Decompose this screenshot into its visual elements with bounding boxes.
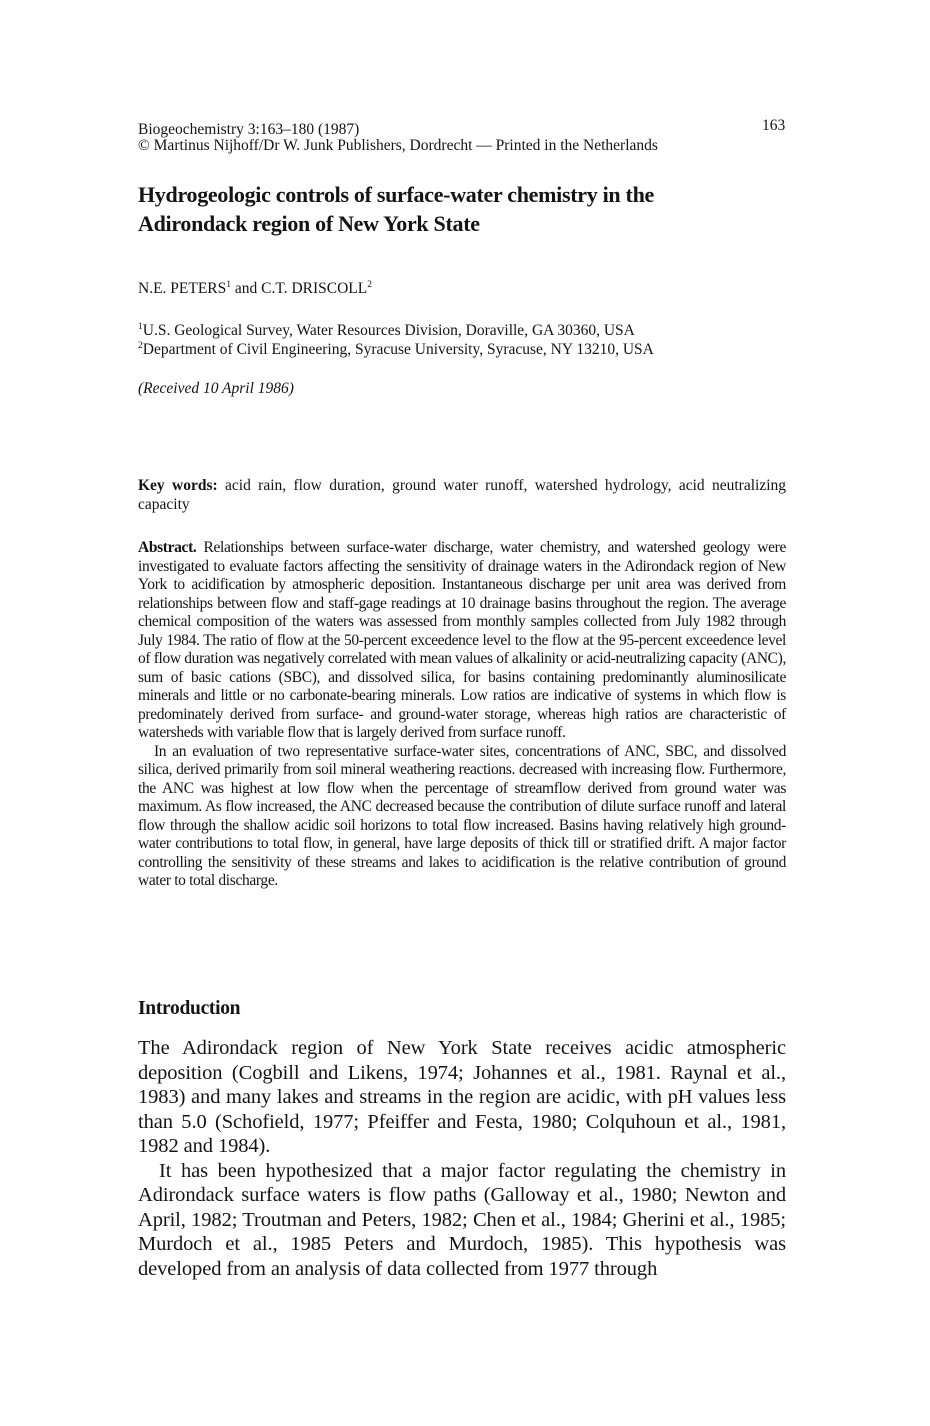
affiliation-1-mark: 1 [138, 322, 143, 332]
running-header [138, 122, 788, 154]
abstract-paragraph-2: In an evaluation of two representative surface-water sites, concentrations of ANC, SBC, and dissolved silica, derived primarily from soil mineral weathering reactions. decreased with increasing flow. Furthermore, the ANC was highest at low flow when the percentage of streamflow derived from ground water was maximum. As flow increased, the ANC decreased because the contribution of dilute surface runoff and lateral flow through the shallow acidic soil horizons to total flow increased. Basins having relatively high ground-water contributions to total flow, in general, have large deposits of thick till or stratified drift. A major factor controlling the sensitivity of these streams and lakes to acidification is the relative contribution of ground water to total discharge. [138, 742, 786, 889]
affiliation-1-text: U.S. Geological Survey, Water Resources Division, Doraville, GA 30360, USA [142, 322, 635, 339]
keywords-text: acid rain, flow duration, ground water runoff, watershed hydrology, acid neutralizing capacity [138, 477, 787, 513]
introduction-paragraph-1: The Adirondack region of New York State receives acidic atmospheric deposition (Cogbill and Likens, 1974; Johannes et al., 1981. Raynal et al., 1983) and many lakes and streams in the region are acidic, with pH values less than 5.0 (Schofield, 1977; Pfeiffer and Festa, 1980; Colquhoun et al., 1981, 1982 and 1984). [138, 1037, 786, 1157]
author-list [138, 280, 372, 298]
publisher-line: © Martinus Nijhoff/Dr W. Junk Publishers, Dordrecht — Printed in the Netherlands [138, 137, 658, 154]
abstract-paragraph-1 [138, 539, 786, 743]
introduction-heading: Introduction [138, 998, 241, 1019]
received-date: (Received 10 April 1986) [138, 380, 294, 397]
affiliation-2-mark: 2 [138, 341, 143, 351]
title-line-1: Hydrogeologic controls of surface-water chemistry in the [138, 182, 654, 207]
affiliation-2 [138, 340, 654, 359]
author-peters-affiliation-mark: 1 [226, 280, 232, 290]
introduction-paragraph-2: It has been hypothesized that a major factor regulating the chemistry in Adirondack surface waters is flow paths (Galloway et al., 1980; Newton and April, 1982; Troutman and Peters, 1982; Chen et al., 1984; Gherini et al., 1985; Murdoch et al., 1985 Peters and Murdoch, 1985). This hypothesis was developed from an analysis of data collected from 1977 through [138, 1159, 786, 1280]
abstract-label: Abstract. [138, 539, 197, 556]
abstract-block [138, 539, 786, 891]
page-number: 163 [762, 117, 786, 134]
author-conjunction: and [231, 280, 262, 297]
title-line-2: Adirondack region of New York State [138, 211, 480, 236]
keywords-label: Key words: [138, 477, 218, 494]
affiliations [138, 321, 654, 359]
introduction-body [138, 1036, 786, 1281]
abstract-paragraph-1-text: Relationships between surface-water discharge, water chemistry, and watershed geology were investigated to evaluate factors affecting the sensitivity of drainage waters in the Adirondack region of New York to acidification by atmospheric deposition. Instantaneous discharge per unit area was derived from relationships between flow and staff-gage readings at 10 drainage basins throughout the region. The average chemical composition of the waters was assessed from monthly samples collected from July 1982 through July 1984. The ratio of flow at the 50-percent exceedence level to the flow at the 95-percent exceedence level of flow duration was negatively correlated with mean values of alkalinity or acid-neutralizing capacity (ANC), sum of basic cations (SBC), and dissolved silica, for basins containing predominantly aluminosilicate minerals and little or no carbonate-bearing minerals. Low ratios are indicative of systems in which flow is predominately derived from surface- and ground-water storage, whereas high ratios are characteristic of watersheds with variable flow that is largely derived from surface runoff. [138, 539, 786, 741]
affiliation-2-text: Department of Civil Engineering, Syracuse University, Syracuse, NY 13210, USA [142, 341, 654, 358]
author-driscoll-affiliation-mark: 2 [367, 280, 372, 290]
journal-citation: Biogeochemistry 3:163–180 (1987) [138, 121, 360, 138]
article-title [138, 180, 788, 238]
affiliation-1 [138, 321, 654, 340]
author-driscoll: C.T. DRISCOLL [261, 280, 368, 297]
author-peters: N.E. PETERS [138, 280, 227, 297]
keywords-block [138, 477, 786, 514]
